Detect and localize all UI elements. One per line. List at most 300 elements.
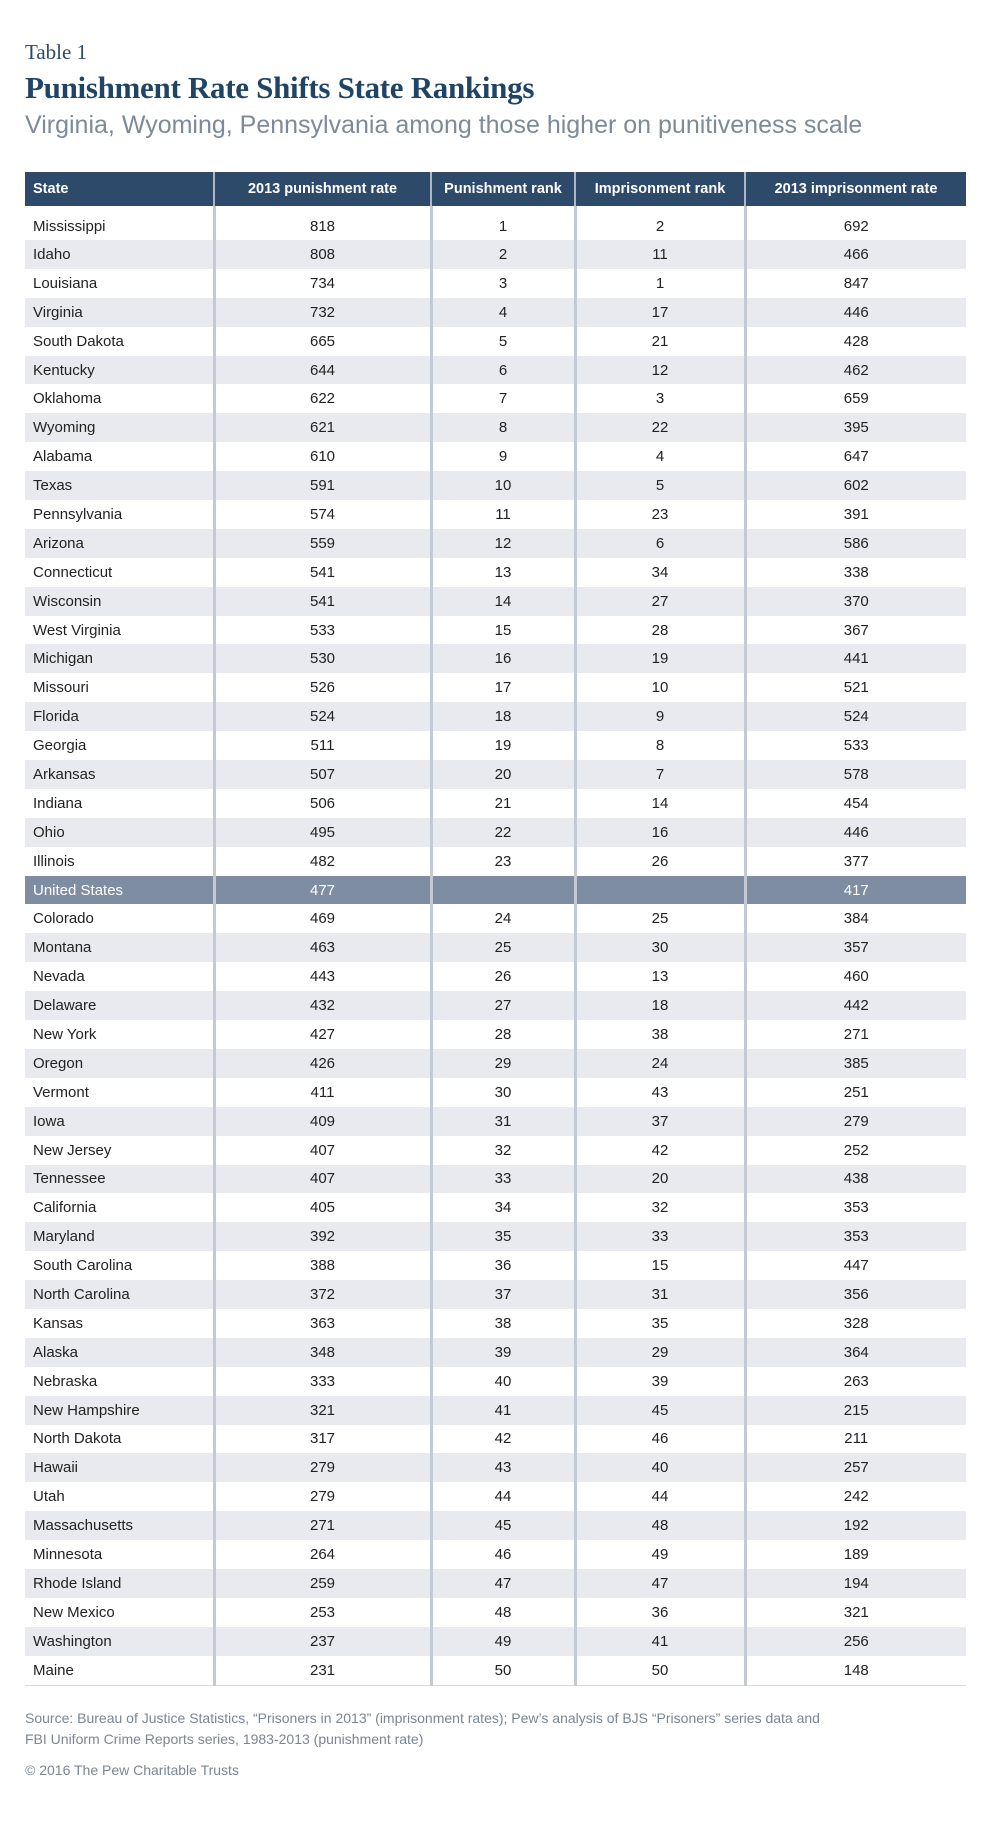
punishment-rate-cell: 264 <box>214 1540 431 1569</box>
imprisonment-rate-cell: 441 <box>745 644 966 673</box>
punishment-rank-cell: 34 <box>431 1193 575 1222</box>
table-header <box>25 172 966 206</box>
state-cell: South Dakota <box>25 327 214 356</box>
state-cell: Arkansas <box>25 760 214 789</box>
state-cell: Vermont <box>25 1078 214 1107</box>
table-figure <box>25 40 966 1679</box>
column-header-punishment-rate: 2013 punishment rate <box>214 172 431 206</box>
punishment-rank-cell: 44 <box>431 1482 575 1511</box>
imprisonment-rate-cell: 263 <box>745 1367 966 1396</box>
imprisonment-rank-cell: 32 <box>575 1193 745 1222</box>
punishment-rate-cell: 392 <box>214 1222 431 1251</box>
imprisonment-rank-cell: 50 <box>575 1656 745 1685</box>
table-row <box>25 1396 966 1425</box>
state-cell: Delaware <box>25 991 214 1020</box>
table-row <box>25 933 966 962</box>
imprisonment-rate-cell: 462 <box>745 356 966 385</box>
imprisonment-rate-cell: 189 <box>745 1540 966 1569</box>
table-row <box>25 1482 966 1511</box>
table-row <box>25 1511 966 1540</box>
state-cell: Kansas <box>25 1309 214 1338</box>
table-row <box>25 471 966 500</box>
state-cell: Florida <box>25 702 214 731</box>
table-row <box>25 673 966 702</box>
punishment-rank-cell: 38 <box>431 1309 575 1338</box>
imprisonment-rank-cell: 35 <box>575 1309 745 1338</box>
column-header-imprisonment-rank: Imprisonment rank <box>575 172 745 206</box>
imprisonment-rate-cell: 391 <box>745 500 966 529</box>
punishment-rate-cell: 530 <box>214 644 431 673</box>
imprisonment-rank-cell: 8 <box>575 731 745 760</box>
table-row <box>25 818 966 847</box>
punishment-rate-cell: 533 <box>214 616 431 645</box>
punishment-rate-cell: 279 <box>214 1482 431 1511</box>
punishment-rank-cell: 23 <box>431 847 575 876</box>
state-cell: Connecticut <box>25 558 214 587</box>
imprisonment-rank-cell: 23 <box>575 500 745 529</box>
imprisonment-rate-cell: 353 <box>745 1222 966 1251</box>
imprisonment-rank-cell: 28 <box>575 616 745 645</box>
punishment-rank-cell: 8 <box>431 413 575 442</box>
punishment-rank-cell: 49 <box>431 1627 575 1656</box>
punishment-rate-cell: 405 <box>214 1193 431 1222</box>
table-row <box>25 1280 966 1309</box>
imprisonment-rate-cell: 466 <box>745 240 966 269</box>
imprisonment-rank-cell <box>575 876 745 905</box>
imprisonment-rank-cell: 43 <box>575 1078 745 1107</box>
punishment-rank-cell: 48 <box>431 1598 575 1627</box>
state-cell: Missouri <box>25 673 214 702</box>
punishment-rate-cell: 524 <box>214 702 431 731</box>
imprisonment-rate-cell: 521 <box>745 673 966 702</box>
punishment-rank-cell: 5 <box>431 327 575 356</box>
punishment-rank-cell: 42 <box>431 1425 575 1454</box>
imprisonment-rate-cell: 148 <box>745 1656 966 1685</box>
imprisonment-rank-cell: 25 <box>575 904 745 933</box>
table-row <box>25 1425 966 1454</box>
punishment-rate-cell: 511 <box>214 731 431 760</box>
state-cell: Rhode Island <box>25 1569 214 1598</box>
table-row <box>25 587 966 616</box>
imprisonment-rank-cell: 33 <box>575 1222 745 1251</box>
table-row <box>25 1251 966 1280</box>
imprisonment-rate-cell: 384 <box>745 904 966 933</box>
imprisonment-rate-cell: 395 <box>745 413 966 442</box>
punishment-rate-cell: 665 <box>214 327 431 356</box>
punishment-rank-cell: 24 <box>431 904 575 933</box>
punishment-rank-cell: 29 <box>431 1049 575 1078</box>
state-cell: Idaho <box>25 240 214 269</box>
state-cell: North Dakota <box>25 1425 214 1454</box>
state-cell: Hawaii <box>25 1453 214 1482</box>
imprisonment-rate-cell: 428 <box>745 327 966 356</box>
table-row <box>25 327 966 356</box>
punishment-rank-cell: 47 <box>431 1569 575 1598</box>
punishment-rank-cell: 50 <box>431 1656 575 1685</box>
state-cell: Utah <box>25 1482 214 1511</box>
state-cell: Alaska <box>25 1338 214 1367</box>
imprisonment-rank-cell: 1 <box>575 269 745 298</box>
punishment-rate-cell: 591 <box>214 471 431 500</box>
punishment-rank-cell: 39 <box>431 1338 575 1367</box>
punishment-rank-cell: 45 <box>431 1511 575 1540</box>
punishment-rate-cell: 411 <box>214 1078 431 1107</box>
imprisonment-rank-cell: 29 <box>575 1338 745 1367</box>
state-cell: Indiana <box>25 789 214 818</box>
punishment-rate-cell: 253 <box>214 1598 431 1627</box>
column-header-imprisonment-rate: 2013 imprisonment rate <box>745 172 966 206</box>
imprisonment-rank-cell: 3 <box>575 384 745 413</box>
imprisonment-rank-cell: 21 <box>575 327 745 356</box>
state-cell: Pennsylvania <box>25 500 214 529</box>
state-cell: Massachusetts <box>25 1511 214 1540</box>
punishment-rate-cell: 432 <box>214 991 431 1020</box>
punishment-rate-cell: 808 <box>214 240 431 269</box>
state-cell: Colorado <box>25 904 214 933</box>
imprisonment-rank-cell: 40 <box>575 1453 745 1482</box>
punishment-rank-cell: 26 <box>431 962 575 991</box>
imprisonment-rank-cell: 24 <box>575 1049 745 1078</box>
punishment-rank-cell: 27 <box>431 991 575 1020</box>
punishment-rate-cell: 426 <box>214 1049 431 1078</box>
punishment-rate-cell: 372 <box>214 1280 431 1309</box>
table-row <box>25 1569 966 1598</box>
imprisonment-rate-cell: 271 <box>745 1020 966 1049</box>
column-header-state: State <box>25 172 214 206</box>
table-row <box>25 847 966 876</box>
imprisonment-rate-cell: 251 <box>745 1078 966 1107</box>
imprisonment-rank-cell: 11 <box>575 240 745 269</box>
punishment-rank-cell: 13 <box>431 558 575 587</box>
table-row <box>25 356 966 385</box>
punishment-rank-cell: 11 <box>431 500 575 529</box>
table-row <box>25 904 966 933</box>
imprisonment-rank-cell: 14 <box>575 789 745 818</box>
punishment-rank-cell: 12 <box>431 529 575 558</box>
punishment-rank-cell: 9 <box>431 442 575 471</box>
state-cell: Minnesota <box>25 1540 214 1569</box>
punishment-rank-cell: 3 <box>431 269 575 298</box>
imprisonment-rate-cell: 257 <box>745 1453 966 1482</box>
imprisonment-rank-cell: 15 <box>575 1251 745 1280</box>
state-cell: Maryland <box>25 1222 214 1251</box>
imprisonment-rate-cell: 328 <box>745 1309 966 1338</box>
table-row <box>25 1165 966 1194</box>
table-row <box>25 1453 966 1482</box>
table-row <box>25 1107 966 1136</box>
punishment-rank-cell: 14 <box>431 587 575 616</box>
state-cell: Nevada <box>25 962 214 991</box>
imprisonment-rate-cell: 338 <box>745 558 966 587</box>
imprisonment-rank-cell: 34 <box>575 558 745 587</box>
imprisonment-rate-cell: 256 <box>745 1627 966 1656</box>
table-row <box>25 789 966 818</box>
punishment-rate-cell: 427 <box>214 1020 431 1049</box>
table-row <box>25 1078 966 1107</box>
state-cell: New Hampshire <box>25 1396 214 1425</box>
imprisonment-rate-cell: 586 <box>745 529 966 558</box>
imprisonment-rank-cell: 9 <box>575 702 745 731</box>
state-cell: New York <box>25 1020 214 1049</box>
punishment-rank-cell: 22 <box>431 818 575 847</box>
table-body <box>25 206 966 1685</box>
punishment-rate-cell: 818 <box>214 206 431 240</box>
table-row <box>25 616 966 645</box>
imprisonment-rate-cell: 692 <box>745 206 966 240</box>
punishment-rate-cell: 574 <box>214 500 431 529</box>
table-label: Table 1 <box>25 40 88 64</box>
punishment-rank-cell: 30 <box>431 1078 575 1107</box>
source-note-line-1: Source: Bureau of Justice Statistics, “Prisoners in 2013” (imprisonment rates); Pew’s analysis of BJS “Prisoners” series data and <box>25 1710 820 1726</box>
imprisonment-rank-cell: 5 <box>575 471 745 500</box>
imprisonment-rate-cell: 446 <box>745 818 966 847</box>
punishment-rate-cell: 644 <box>214 356 431 385</box>
punishment-rank-cell: 16 <box>431 644 575 673</box>
table-row <box>25 413 966 442</box>
punishment-rate-cell: 363 <box>214 1309 431 1338</box>
imprisonment-rate-cell: 602 <box>745 471 966 500</box>
imprisonment-rank-cell: 49 <box>575 1540 745 1569</box>
state-cell: Alabama <box>25 442 214 471</box>
punishment-rate-cell: 734 <box>214 269 431 298</box>
footer <box>25 1708 955 1781</box>
imprisonment-rate-cell: 533 <box>745 731 966 760</box>
imprisonment-rate-cell: 356 <box>745 1280 966 1309</box>
punishment-rate-cell: 621 <box>214 413 431 442</box>
punishment-rank-cell: 10 <box>431 471 575 500</box>
imprisonment-rate-cell: 460 <box>745 962 966 991</box>
imprisonment-rank-cell: 37 <box>575 1107 745 1136</box>
table-row <box>25 702 966 731</box>
punishment-rank-cell: 37 <box>431 1280 575 1309</box>
table-row <box>25 731 966 760</box>
punishment-rate-cell: 271 <box>214 1511 431 1540</box>
imprisonment-rate-cell: 252 <box>745 1136 966 1165</box>
imprisonment-rank-cell: 7 <box>575 760 745 789</box>
punishment-rate-cell: 407 <box>214 1165 431 1194</box>
table-row <box>25 269 966 298</box>
state-cell: California <box>25 1193 214 1222</box>
state-cell: Nebraska <box>25 1367 214 1396</box>
punishment-rate-cell: 559 <box>214 529 431 558</box>
imprisonment-rate-cell: 659 <box>745 384 966 413</box>
imprisonment-rank-cell: 22 <box>575 413 745 442</box>
imprisonment-rate-cell: 353 <box>745 1193 966 1222</box>
imprisonment-rank-cell: 10 <box>575 673 745 702</box>
page-subtitle: Virginia, Wyoming, Pennsylvania among those higher on punitiveness scale <box>25 111 863 139</box>
punishment-rank-cell: 18 <box>431 702 575 731</box>
imprisonment-rate-cell: 194 <box>745 1569 966 1598</box>
punishment-rate-cell: 541 <box>214 558 431 587</box>
punishment-rate-cell: 443 <box>214 962 431 991</box>
table-row <box>25 529 966 558</box>
imprisonment-rank-cell: 16 <box>575 818 745 847</box>
state-cell: Virginia <box>25 298 214 327</box>
punishment-rate-cell: 259 <box>214 1569 431 1598</box>
punishment-rate-cell: 507 <box>214 760 431 789</box>
punishment-rate-cell: 321 <box>214 1396 431 1425</box>
state-cell: Louisiana <box>25 269 214 298</box>
punishment-rate-cell: 348 <box>214 1338 431 1367</box>
imprisonment-rank-cell: 39 <box>575 1367 745 1396</box>
header-row <box>25 172 966 206</box>
imprisonment-rate-cell: 242 <box>745 1482 966 1511</box>
punishment-rank-cell: 4 <box>431 298 575 327</box>
punishment-rate-cell: 495 <box>214 818 431 847</box>
imprisonment-rank-cell: 4 <box>575 442 745 471</box>
table-row <box>25 991 966 1020</box>
punishment-rate-cell: 333 <box>214 1367 431 1396</box>
state-cell: Oregon <box>25 1049 214 1078</box>
table-row <box>25 206 966 240</box>
imprisonment-rank-cell: 47 <box>575 1569 745 1598</box>
table-row <box>25 962 966 991</box>
state-cell: Texas <box>25 471 214 500</box>
imprisonment-rate-cell: 847 <box>745 269 966 298</box>
punishment-rate-cell: 469 <box>214 904 431 933</box>
imprisonment-rank-cell: 42 <box>575 1136 745 1165</box>
imprisonment-rate-cell: 192 <box>745 1511 966 1540</box>
punishment-rank-cell: 41 <box>431 1396 575 1425</box>
table-row <box>25 558 966 587</box>
punishment-rank-cell: 15 <box>431 616 575 645</box>
imprisonment-rank-cell: 30 <box>575 933 745 962</box>
punishment-rank-cell: 6 <box>431 356 575 385</box>
imprisonment-rate-cell: 446 <box>745 298 966 327</box>
state-cell: Illinois <box>25 847 214 876</box>
punishment-rank-cell: 31 <box>431 1107 575 1136</box>
state-cell: Georgia <box>25 731 214 760</box>
table-row-national-total <box>25 876 966 905</box>
punishment-rate-cell: 506 <box>214 789 431 818</box>
state-cell: Mississippi <box>25 206 214 240</box>
punishment-rate-cell: 237 <box>214 1627 431 1656</box>
imprisonment-rate-cell: 385 <box>745 1049 966 1078</box>
imprisonment-rate-cell: 367 <box>745 616 966 645</box>
state-cell: Montana <box>25 933 214 962</box>
punishment-rate-cell: 407 <box>214 1136 431 1165</box>
punishment-rank-cell: 7 <box>431 384 575 413</box>
table-row <box>25 1049 966 1078</box>
table-row <box>25 1193 966 1222</box>
punishment-rate-cell: 279 <box>214 1453 431 1482</box>
state-cell: New Mexico <box>25 1598 214 1627</box>
punishment-rate-cell: 317 <box>214 1425 431 1454</box>
table-row <box>25 1338 966 1367</box>
table-row <box>25 760 966 789</box>
imprisonment-rank-cell: 38 <box>575 1020 745 1049</box>
imprisonment-rank-cell: 45 <box>575 1396 745 1425</box>
punishment-rank-cell: 20 <box>431 760 575 789</box>
state-cell: Kentucky <box>25 356 214 385</box>
punishment-rate-cell: 526 <box>214 673 431 702</box>
imprisonment-rate-cell: 370 <box>745 587 966 616</box>
imprisonment-rate-cell: 215 <box>745 1396 966 1425</box>
punishment-rank-cell: 28 <box>431 1020 575 1049</box>
imprisonment-rate-cell: 447 <box>745 1251 966 1280</box>
imprisonment-rank-cell: 2 <box>575 206 745 240</box>
punishment-rate-cell: 482 <box>214 847 431 876</box>
punishment-rank-cell: 36 <box>431 1251 575 1280</box>
state-cell: Washington <box>25 1627 214 1656</box>
punishment-rate-cell: 732 <box>214 298 431 327</box>
imprisonment-rate-cell: 454 <box>745 789 966 818</box>
imprisonment-rank-cell: 41 <box>575 1627 745 1656</box>
imprisonment-rate-cell: 211 <box>745 1425 966 1454</box>
punishment-rate-cell: 231 <box>214 1656 431 1685</box>
imprisonment-rate-cell: 357 <box>745 933 966 962</box>
punishment-rate-cell: 388 <box>214 1251 431 1280</box>
state-cell: United States <box>25 876 214 905</box>
punishment-rate-cell: 463 <box>214 933 431 962</box>
imprisonment-rank-cell: 19 <box>575 644 745 673</box>
imprisonment-rate-cell: 442 <box>745 991 966 1020</box>
punishment-rank-cell: 21 <box>431 789 575 818</box>
imprisonment-rank-cell: 31 <box>575 1280 745 1309</box>
imprisonment-rate-cell: 417 <box>745 876 966 905</box>
state-cell: Maine <box>25 1656 214 1685</box>
state-cell: Ohio <box>25 818 214 847</box>
state-cell: Michigan <box>25 644 214 673</box>
state-cell: Tennessee <box>25 1165 214 1194</box>
table-row <box>25 1309 966 1338</box>
punishment-rank-cell: 17 <box>431 673 575 702</box>
table-row <box>25 1540 966 1569</box>
table-row <box>25 384 966 413</box>
imprisonment-rank-cell: 27 <box>575 587 745 616</box>
table-row <box>25 1222 966 1251</box>
punishment-rank-cell: 43 <box>431 1453 575 1482</box>
imprisonment-rate-cell: 364 <box>745 1338 966 1367</box>
imprisonment-rate-cell: 524 <box>745 702 966 731</box>
state-cell: South Carolina <box>25 1251 214 1280</box>
state-cell: North Carolina <box>25 1280 214 1309</box>
punishment-rate-cell: 477 <box>214 876 431 905</box>
table-row <box>25 442 966 471</box>
punishment-rank-cell: 2 <box>431 240 575 269</box>
punishment-rate-cell: 610 <box>214 442 431 471</box>
table-row <box>25 1627 966 1656</box>
punishment-rank-cell: 32 <box>431 1136 575 1165</box>
imprisonment-rate-cell: 647 <box>745 442 966 471</box>
punishment-rank-cell: 35 <box>431 1222 575 1251</box>
imprisonment-rank-cell: 44 <box>575 1482 745 1511</box>
column-header-punishment-rank: Punishment rank <box>431 172 575 206</box>
imprisonment-rate-cell: 279 <box>745 1107 966 1136</box>
page-title: Punishment Rate Shifts State Rankings <box>25 70 535 105</box>
table-row <box>25 1598 966 1627</box>
table-row <box>25 1367 966 1396</box>
imprisonment-rate-cell: 578 <box>745 760 966 789</box>
table-row <box>25 1656 966 1685</box>
table-row <box>25 1136 966 1165</box>
punishment-rank-cell: 40 <box>431 1367 575 1396</box>
punishment-rank-cell: 25 <box>431 933 575 962</box>
table-row <box>25 298 966 327</box>
imprisonment-rank-cell: 6 <box>575 529 745 558</box>
table-row <box>25 1020 966 1049</box>
imprisonment-rank-cell: 12 <box>575 356 745 385</box>
source-note-line-2: FBI Uniform Crime Reports series, 1983-2013 (punishment rate) <box>25 1731 424 1747</box>
imprisonment-rank-cell: 48 <box>575 1511 745 1540</box>
punishment-rate-cell: 622 <box>214 384 431 413</box>
imprisonment-rate-cell: 321 <box>745 1598 966 1627</box>
state-cell: Wisconsin <box>25 587 214 616</box>
state-cell: West Virginia <box>25 616 214 645</box>
imprisonment-rank-cell: 46 <box>575 1425 745 1454</box>
state-cell: Wyoming <box>25 413 214 442</box>
punishment-rate-cell: 541 <box>214 587 431 616</box>
